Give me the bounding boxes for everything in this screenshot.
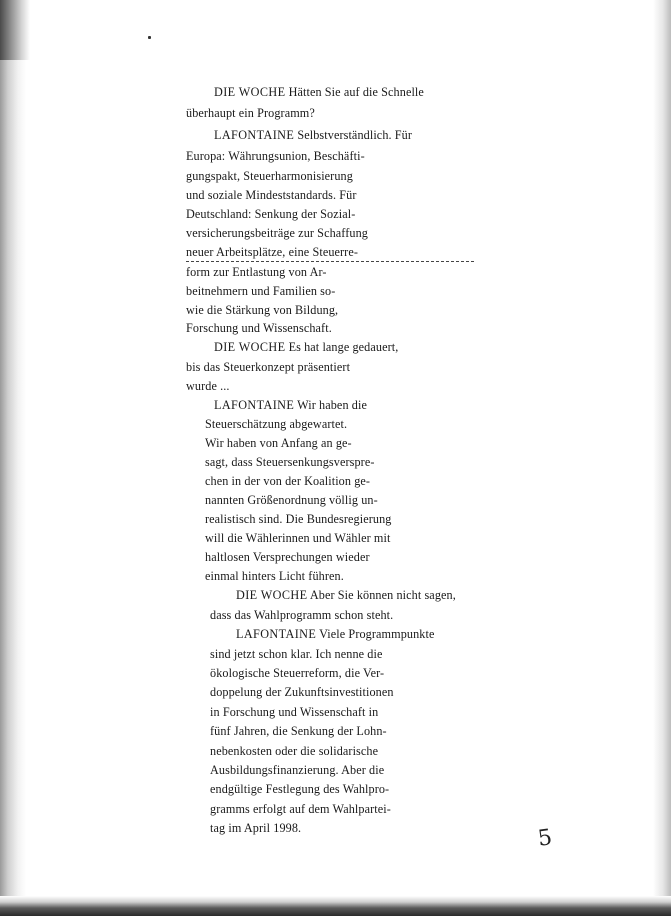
text-line [205, 456, 375, 468]
text-line [186, 246, 358, 258]
text-line [205, 475, 370, 487]
text-line [186, 266, 327, 278]
text-line [210, 745, 378, 757]
line-text: gramms erfolgt auf dem Wahlpartei- [210, 802, 391, 816]
line-text: Hätten Sie auf die Schnelle [285, 85, 424, 99]
line-text: haltlosen Versprechungen wieder [205, 550, 370, 564]
line-text: Viele Programmpunkte [316, 627, 435, 641]
line-text: und soziale Mindeststandards. Für [186, 188, 357, 202]
line-text: tag im April 1998. [210, 821, 302, 835]
text-line [186, 208, 355, 220]
line-text: Aber Sie können nicht sagen, [307, 588, 456, 602]
line-text: will die Wählerinnen und Wähler mit [205, 531, 391, 545]
line-text: neuer Arbeitsplätze, eine Steuerre- [186, 245, 359, 259]
text-line [210, 783, 389, 795]
text-line [186, 170, 353, 182]
line-text: form zur Entlastung von Ar- [186, 265, 327, 279]
text-line [186, 380, 230, 392]
line-text: nannten Größenordnung völlig un- [205, 493, 378, 507]
line-text: Forschung und Wissenschaft. [186, 321, 332, 335]
text-line [186, 227, 368, 239]
line-text: dass das Wahlprogramm schon steht. [210, 608, 394, 622]
text-line [210, 686, 394, 698]
line-text: in Forschung und Wissenschaft in [210, 705, 379, 719]
line-text: realistisch sind. Die Bundesregierung [205, 512, 392, 526]
line-text: nebenkosten oder die solidarische [210, 744, 379, 758]
speaker-label: DIE WOCHE [236, 588, 308, 602]
line-text: ökologische Steuerreform, die Ver- [210, 666, 385, 680]
text-line [210, 803, 391, 815]
line-text: chen in der von der Koalition ge- [205, 474, 371, 488]
text-line [205, 494, 378, 506]
line-text: sind jetzt schon klar. Ich nenne die [210, 647, 383, 661]
text-line [210, 725, 387, 737]
line-text: sagt, dass Steuersenkungsverspre- [205, 455, 375, 469]
speaker-label: LAFONTAINE [214, 128, 295, 142]
line-text: fünf Jahren, die Senkung der Lohn- [210, 724, 387, 738]
page-number: 5 [536, 825, 554, 852]
text-line [205, 570, 344, 582]
text-line [210, 706, 378, 718]
text-line [214, 399, 367, 411]
line-text: gungspakt, Steuerharmonisierung [186, 169, 353, 183]
line-text: wurde ... [186, 379, 230, 393]
line-text: bis das Steuerkonzept präsentiert [186, 360, 351, 374]
text-line [205, 551, 370, 563]
text-line [205, 418, 347, 430]
text-line [214, 86, 424, 98]
text-line [205, 532, 390, 544]
text-line [210, 667, 384, 679]
line-text: Deutschland: Senkung der Sozial- [186, 207, 356, 221]
text-line [236, 589, 456, 601]
line-text: doppelung der Zukunftsinvestitionen [210, 685, 394, 699]
line-text: einmal hinters Licht führen. [205, 569, 344, 583]
text-line [236, 628, 434, 640]
text-line [186, 304, 338, 316]
text-line [210, 609, 393, 621]
line-text: Ausbildungsfinanzierung. Aber die [210, 763, 385, 777]
line-text: Wir haben die [294, 398, 367, 412]
line-text: Wir haben von Anfang an ge- [205, 436, 352, 450]
speaker-label: LAFONTAINE [214, 398, 295, 412]
text-line [186, 189, 357, 201]
text-line [210, 648, 382, 660]
text-line [186, 107, 315, 119]
line-text: versicherungsbeiträge zur Schaffung [186, 226, 368, 240]
text-line [205, 437, 352, 449]
text-line [186, 361, 350, 373]
text-line [210, 764, 384, 776]
line-text: endgültige Festlegung des Wahlpro- [210, 782, 390, 796]
text-line [205, 513, 391, 525]
line-text: Es hat lange gedauert, [285, 340, 399, 354]
text-line [214, 341, 398, 353]
line-text: beitnehmern und Familien so- [186, 284, 336, 298]
speaker-label: DIE WOCHE [214, 85, 286, 99]
text-line [210, 822, 301, 834]
line-text: Selbstverständlich. Für [294, 128, 413, 142]
paste-up-cut-line [186, 261, 474, 262]
line-text: Europa: Währungsunion, Beschäfti- [186, 149, 365, 163]
text-line [214, 129, 412, 141]
text-line [186, 150, 365, 162]
text-line [186, 285, 335, 297]
speaker-label: LAFONTAINE [236, 627, 317, 641]
line-text: wie die Stärkung von Bildung, [186, 303, 339, 317]
text-line [186, 322, 332, 334]
line-text: Steuerschätzung abgewartet. [205, 417, 348, 431]
speaker-label: DIE WOCHE [214, 340, 286, 354]
line-text: überhaupt ein Programm? [186, 106, 315, 120]
